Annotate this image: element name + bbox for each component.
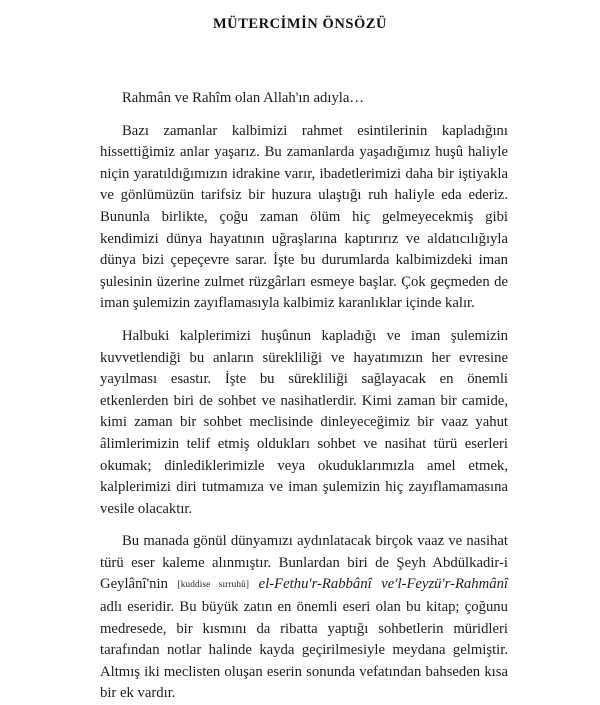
page-title: MÜTERCİMİN ÖNSÖZÜ <box>212 16 388 32</box>
space-separator <box>249 576 259 592</box>
paragraph-3 <box>100 531 508 705</box>
paragraph-3-text-before: Bu manada gönül dünyamızı aydınlatacak birçok vaaz ve nasihat türü eser kaleme alınmıştır. Bunlardan biri de Şeyh Abdülkadir-i Geylânî'nin <box>100 533 508 593</box>
paragraph-basmala: Rahmân ve Rahîm olan Allah'ın adıyla… <box>122 90 365 106</box>
honorific-annotation: [kuddise sırruhû] <box>177 580 250 591</box>
body-text-block <box>100 88 508 705</box>
paragraph-1: Bazı zamanlar kalbimizi rahmet esintilerinin kapladığını hissettiğimiz anlar yaşarız. Bu zamanlarda yaşadığımız huşû haliyle niçin yaratıldığımızın idrakine varır, ibadetlerimizi daha bir iştiyakla ve gönlümüzün tarifsiz bir huzura ulaştığı ruh haliyle eda ederiz. Bununla birlikte, çoğu zaman ölüm hiç gelmeyecekmiş gibi kendimizi dünya hayatının uğraşlarına kaptırırız ve aldatıcılığıyla dünya bizi çepeçevre sarar. İşte bu durumlarda kalbimizdeki iman şulesinin üzerine zulmet rüzgârları esmeye başlar. Çok geçmeden de iman şulemizin zayıflamasıyla kalbimiz karanlıklar içinde kalır. <box>100 122 508 312</box>
paragraph-3-text-after: adlı eseridir. Bu büyük zatın en önemli eseri olan bu kitap; çoğunu medresede, bir kısmını da ribatta yaptığı sohbetlerin müridleri tarafından notlar halinde kayda geçirilmesiyle meydana gelmiştir. Altmış iki meclisten oluşan eserin sonunda vefatından bahseden kısa bir ek vardır. <box>100 599 508 702</box>
book-title-italic: el-Fethu'r-Rabbânî ve'l-Feyzü'r-Rahmânî <box>258 576 508 593</box>
paragraph-2: Halbuki kalplerimizi huşûnun kapladığı ve iman şulemizin kuvvetlendiği bu anların sürekliliği ve hayatımızın her evresine yayılması esastır. İşte bu sürekliliği sağlayacak en önemli etkenlerden biri de sohbet ve nasihatlerdir. Kimi zaman bir camide, kimi zaman bir sohbet meclisinde dinleyeceğimiz bir vaaz yahut âlimlerimizin telif etmiş oldukları sohbet ve nasihat türü eserleri okumak; dinlediklerimizle veya okuduklarımızla amel etmek, kalplerimizi diri tutmamıza ve iman şulemizin hiç zayıflamamasına vesile olacaktır. <box>100 327 508 517</box>
